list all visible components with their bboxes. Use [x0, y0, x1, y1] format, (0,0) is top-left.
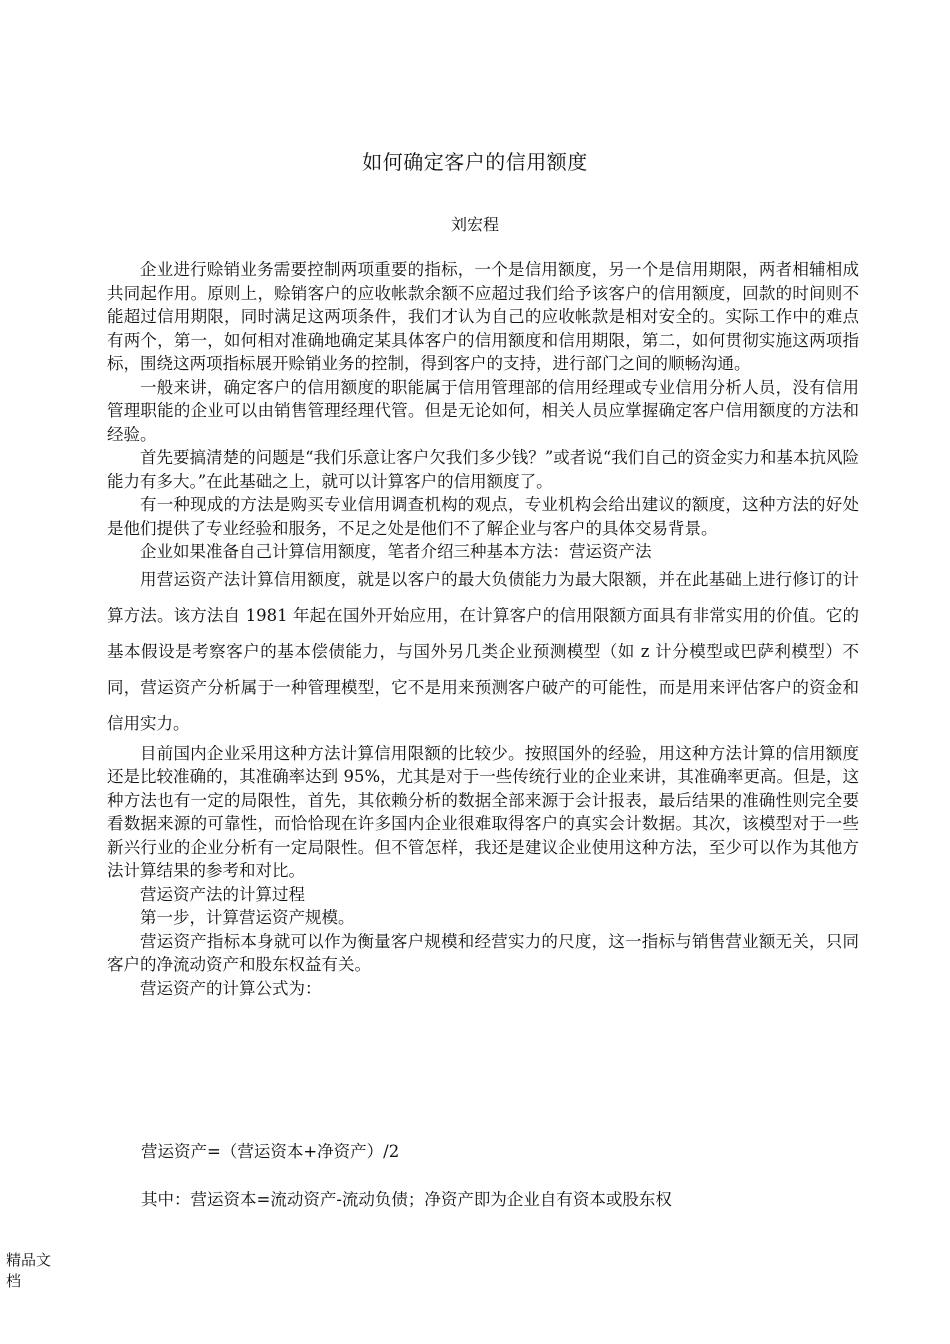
formula-note: 其中：营运资本=流动资产-流动负债；净资产即为企业自有资本或股东权 — [141, 1190, 672, 1209]
document-title: 如何确定客户的信用额度 — [362, 150, 588, 174]
paragraph: 营运资产指标本身就可以作为衡量客户规模和经营实力的尺度，这一指标与销售营业额无关，只同客户的净流动资产和股东权益有关。 — [107, 931, 859, 974]
footer-watermark — [6, 1250, 66, 1292]
paragraph: 首先要搞清楚的问题是“我们乐意让客户欠我们多少钱？”或者说“我们自己的资金实力和基本抗风险能力有多大。”在此基础之上，就可以计算客户的信用额度了。 — [107, 448, 859, 491]
author-name: 刘宏程 — [450, 215, 499, 234]
footer-line: 精品文 — [6, 1251, 52, 1269]
document-body — [107, 258, 859, 1000]
paragraph: 目前国内企业采用这种方法计算信用限额的比较少。按照国外的经验，用这种方法计算的信用额度还是比较准确的，其准确率达到 95%，尤其是对于一些传统行业的企业来讲，其准确率更高。但是，这种方法也有一定的局限性，首先，其依赖分析的数据全部来源于会计报表，最后结果的准确性则完全要看数据来源的可靠性，而恰恰现在许多国内企业很难取得客户的真实会计数据。其次，该模型对于一些新兴行业的企业分析有一定局限性。但不管怎样，我还是建议企业使用这种方法，至少可以作为其他方法计算结果的参考和对比。 — [107, 743, 859, 880]
paragraph: 企业如果准备自己计算信用额度，笔者介绍三种基本方法：营运资产法 — [140, 542, 652, 561]
paragraph: 企业进行赊销业务需要控制两项重要的指标，一个是信用额度，另一个是信用期限，两者相辅相成共同起作用。原则上，赊销客户的应收帐款余额不应超过我们给予该客户的信用额度，回款的时间则不能超过信用期限，同时满足这两项条件，我们才认为自己的应收帐款是相对安全的。实际工作中的难点有两个，第一，如何相对准确地确定某具体客户的信用额度和信用期限，第二，如何贯彻实施这两项指标，围绕这两项指标展开赊销业务的控制，得到客户的支持，进行部门之间的顺畅沟通。 — [107, 260, 859, 373]
paragraph: 第一步，计算营运资产规模。 — [140, 908, 355, 927]
formula: 营运资产=（营运资本+净资产）/2 — [141, 1142, 400, 1161]
paragraph: 一般来讲，确定客户的信用额度的职能属于信用管理部的信用经理或专业信用分析人员，没有信用管理职能的企业可以由销售管理经理代管。但是无论如何，相关人员应掌握确定客户信用额度的方法和经验。 — [107, 377, 859, 444]
section-heading: 营运资产法的计算过程 — [140, 884, 305, 904]
footer-line: 档 — [6, 1272, 22, 1290]
paragraph: 有一种现成的方法是购买专业信用调查机构的观点，专业机构会给出建议的额度，这种方法的好处是他们提供了专业经验和服务，不足之处是他们不了解企业与客户的具体交易背景。 — [107, 495, 859, 538]
paragraph: 用营运资产法计算信用额度，就是以客户的最大负债能力为最大限额，并在此基础上进行修订的计算方法。该方法自 1981 年起在国外开始应用，在计算客户的信用限额方面具有非常实用的价值。它的基本假设是考察客户的基本偿债能力，与国外另几类企业预测模型（如 z 计分模型或巴萨利模型）不同，营运资产分析属于一种管理模型，它不是用来预测客户破产的可能性，而是用来评估客户的资金和信用实力。 — [107, 569, 859, 733]
paragraph: 营运资产的计算公式为： — [140, 978, 322, 998]
